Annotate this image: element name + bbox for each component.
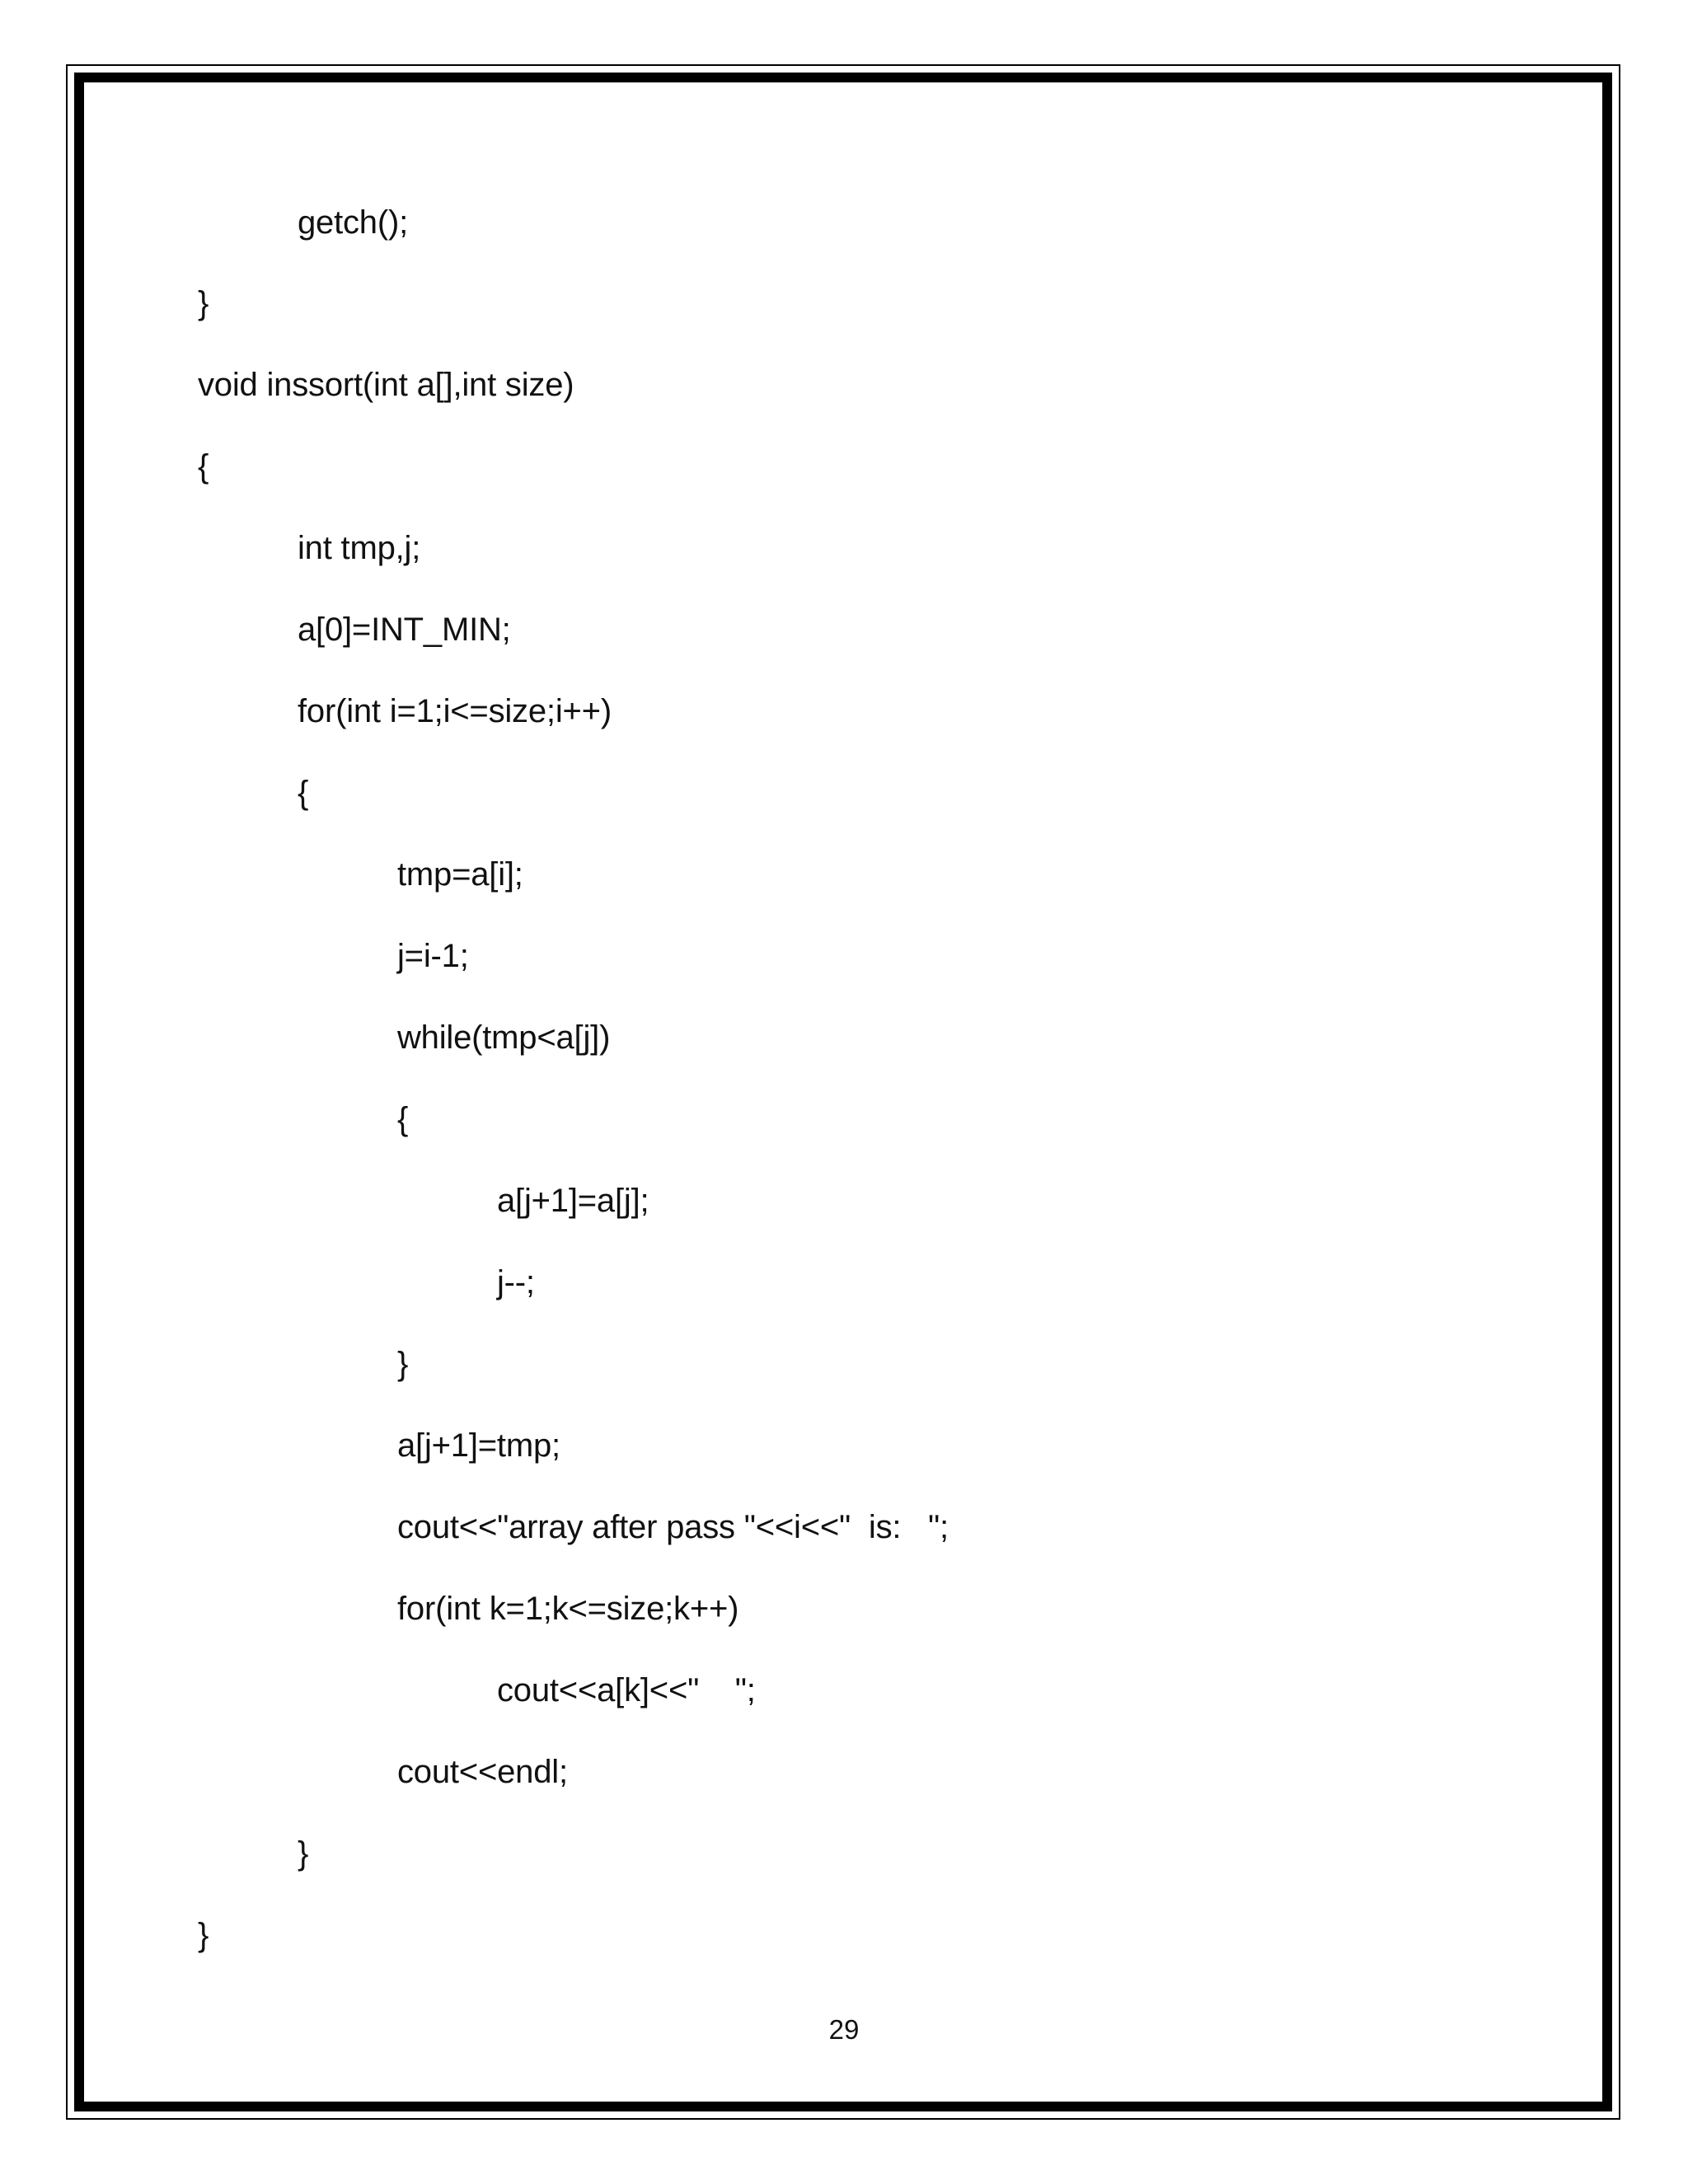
code-line: cout<<endl; [397,1754,568,1790]
code-line: int tmp,j; [298,530,421,566]
code-line: } [298,1835,309,1872]
code-line: } [198,1917,209,1953]
code-line: a[j+1]=tmp; [397,1427,560,1464]
code-line: { [298,775,309,811]
code-line: void inssort(int a[],int size) [198,367,574,403]
code-line: { [397,1101,409,1137]
code-line: cout<<a[k]<<" "; [497,1672,756,1708]
code-line: tmp=a[i]; [397,856,523,893]
code-line: { [198,448,209,485]
code-line: } [397,1346,409,1382]
code-line: } [198,285,209,321]
code-line: a[0]=INT_MIN; [298,612,511,648]
code-line: for(int i=1;i<=size;i++) [298,693,612,729]
code-line: getch(); [298,204,409,241]
code-line: j=i-1; [397,938,469,974]
page-number: 29 [828,2014,860,2045]
code-line: cout<<"array after pass "<<i<<" is: "; [397,1509,949,1545]
code-line: a[j+1]=a[j]; [497,1183,649,1219]
code-line: while(tmp<a[j]) [397,1019,611,1056]
code-line: j--; [497,1264,535,1301]
code-line: for(int k=1;k<=size;k++) [397,1591,739,1627]
